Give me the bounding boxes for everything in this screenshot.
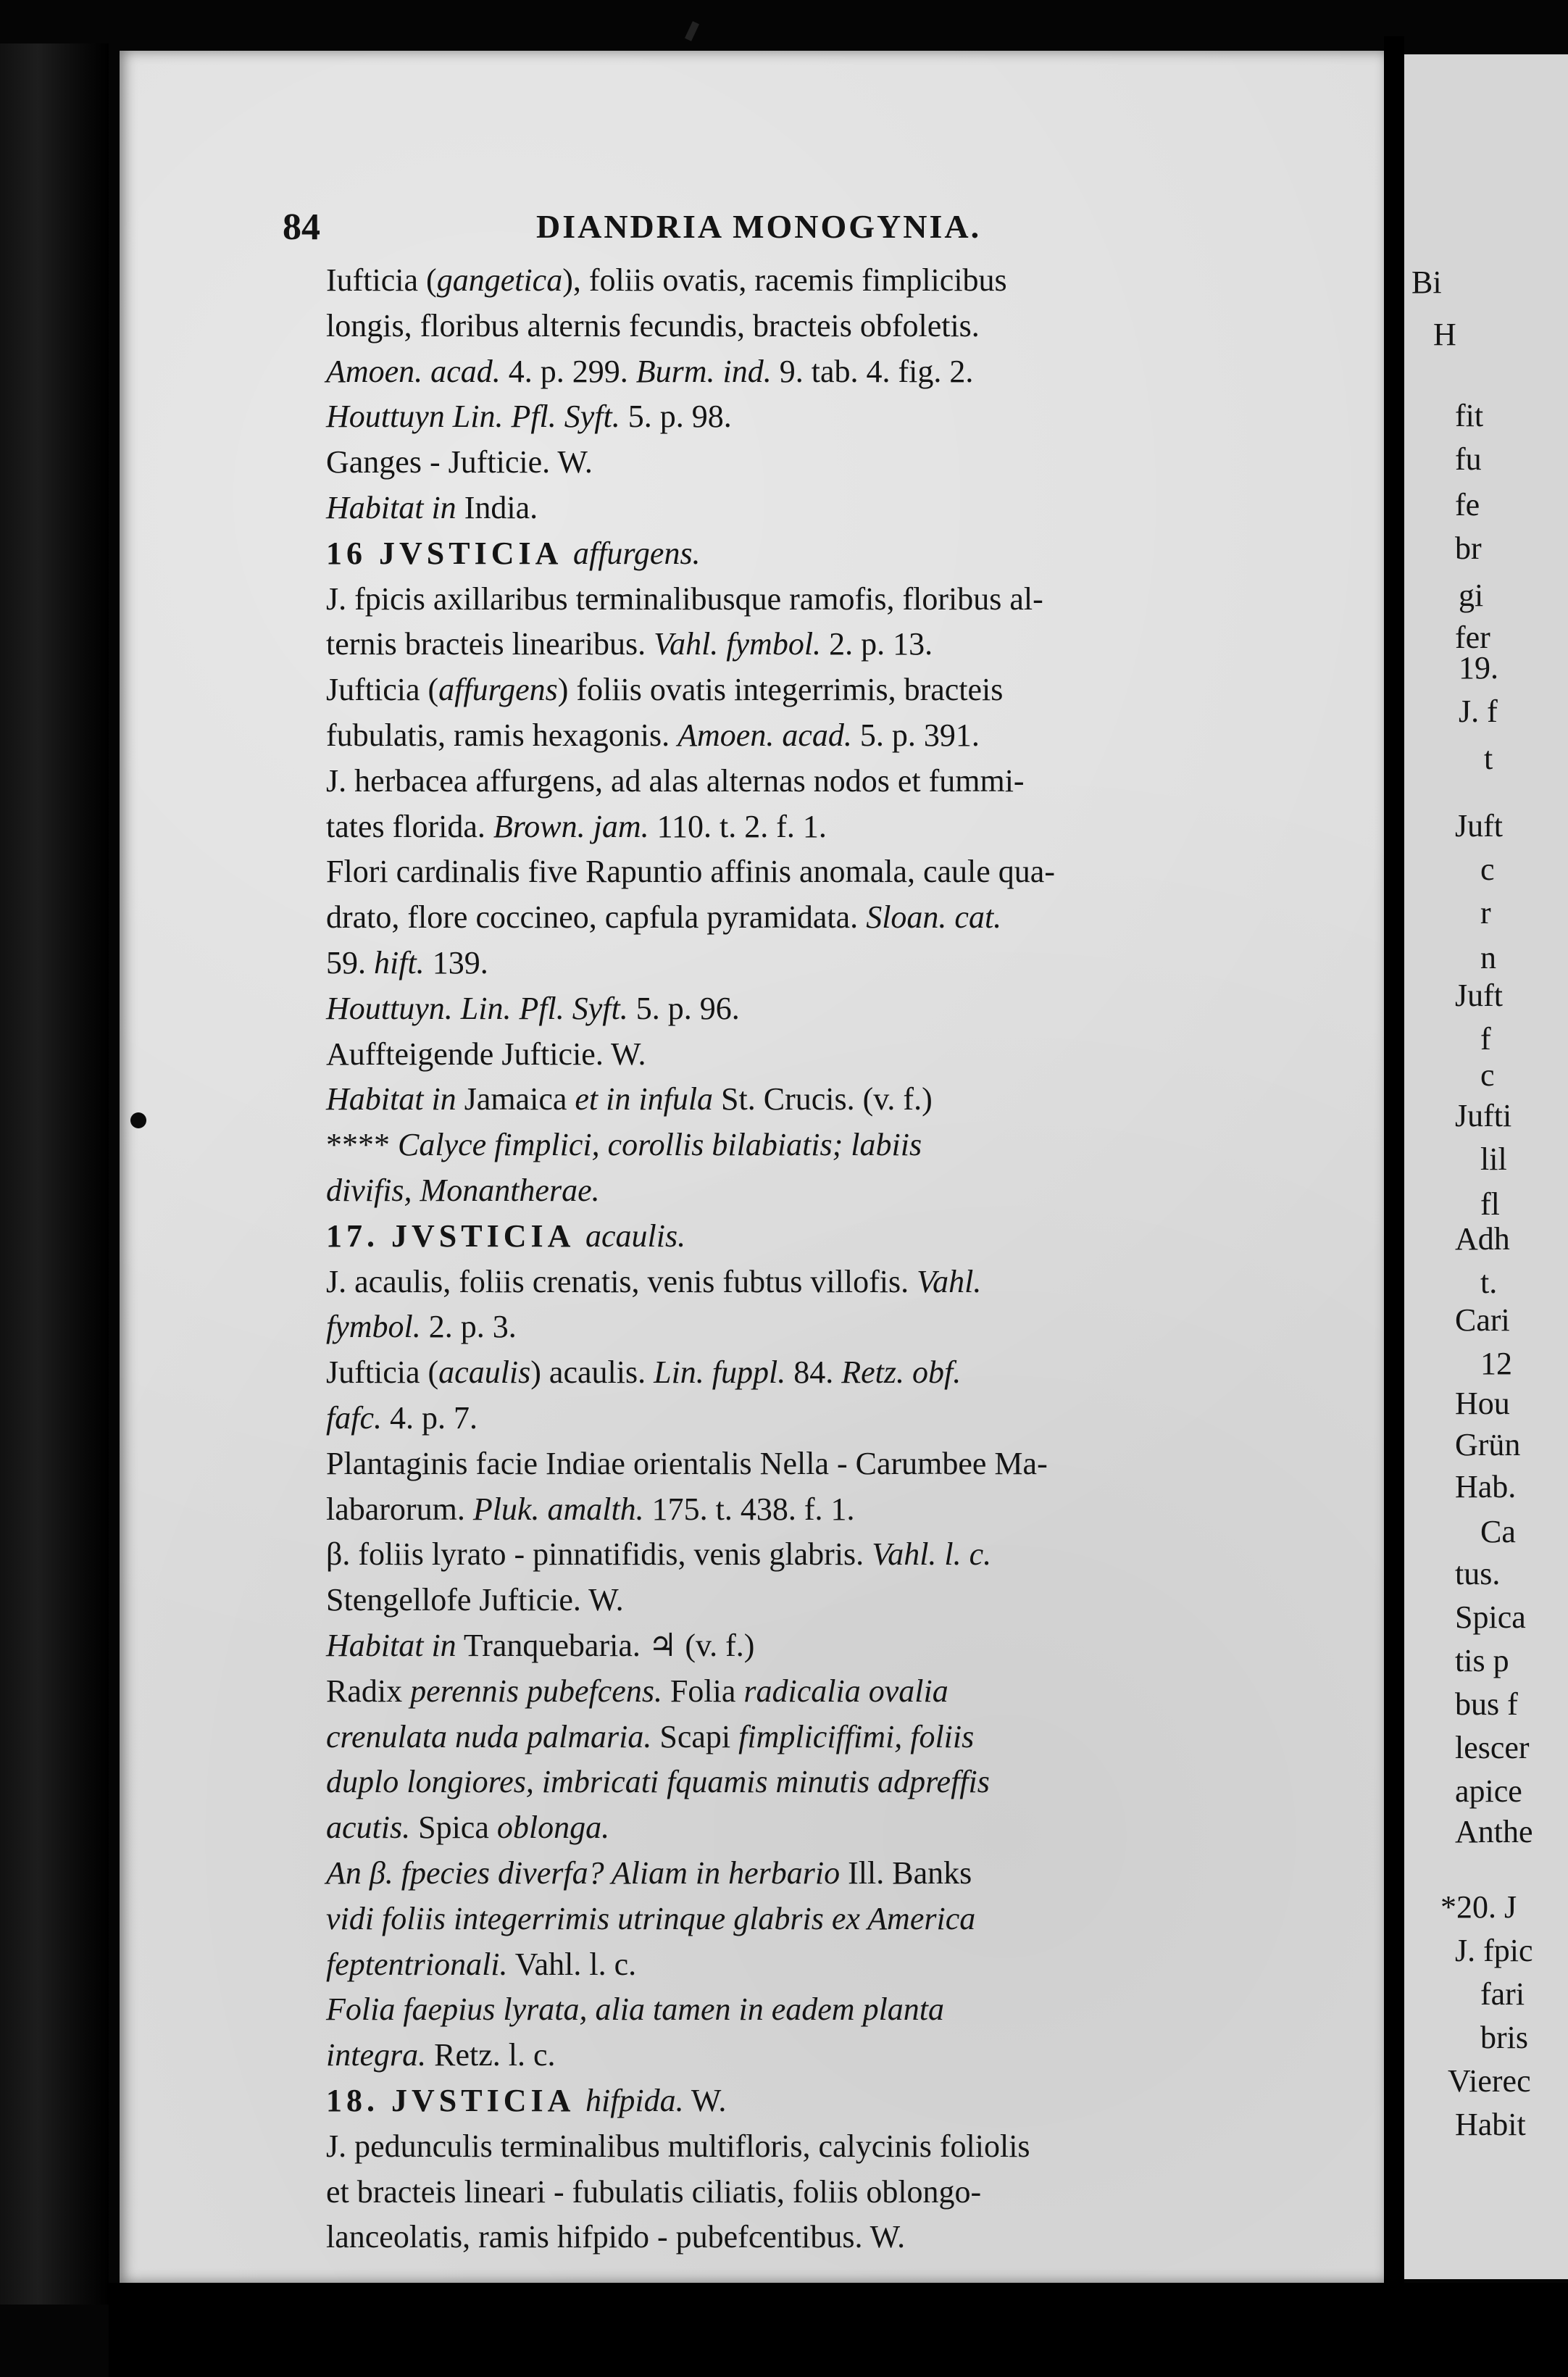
adjacent-page-text: J. f	[1459, 694, 1498, 729]
italic-run: Calyce fimplici, corollis bilabiatis; labiis	[398, 1127, 922, 1163]
text-run: Flori cardinalis five Rapuntio affinis anomala, caule qua-	[326, 854, 1055, 890]
text-run: Stengellofe Jufticie. W.	[326, 1582, 624, 1618]
text-line	[326, 762, 1025, 799]
text-line	[326, 1038, 646, 1070]
adjacent-page-text: f	[1480, 1021, 1491, 1057]
adjacent-page-fragment	[1404, 54, 1568, 2279]
text-line	[326, 628, 933, 660]
adjacent-page-text: t.	[1480, 1265, 1498, 1300]
text-run: lanceolatis, ramis hifpido - pubefcentibus. W.	[326, 2219, 906, 2255]
adjacent-page-text: Juft	[1455, 808, 1503, 844]
adjacent-page-text: gi	[1459, 578, 1484, 613]
italic-run: fymbol.	[326, 1309, 421, 1345]
text-run: Radix	[326, 1673, 411, 1709]
text-line	[326, 856, 1055, 888]
text-line	[326, 353, 974, 389]
adjacent-page-text: fe	[1455, 487, 1480, 523]
adjacent-page-text: Hou	[1455, 1386, 1510, 1421]
italic-run: vidi foliis integerrimis utrinque glabris ex America	[326, 1900, 976, 1936]
italic-run: hifpida.	[585, 2083, 684, 2118]
italic-run: Brown. jam.	[493, 808, 649, 844]
book-spine-edge	[0, 43, 109, 2305]
text-line	[326, 446, 593, 478]
text-run: 139.	[424, 945, 488, 981]
adjacent-page-text: Ca	[1480, 1514, 1516, 1549]
text-line	[326, 2128, 1030, 2164]
text-run: Tranquebaria. ♃ (v. f.)	[456, 1628, 755, 1663]
italic-run: Retz. obf.	[841, 1354, 962, 1391]
text-line	[326, 1083, 933, 1115]
text-run: J. fpicis axillaribus terminalibusque ramofis, floribus al-	[326, 580, 1043, 617]
text-run: 84.	[785, 1354, 842, 1391]
text-run: et bracteis lineari - fubulatis ciliatis, foliis oblongo-	[326, 2173, 982, 2210]
text-line	[326, 1584, 624, 1616]
text-run: Jamaica	[456, 1081, 575, 1117]
italic-run: hift.	[374, 945, 425, 981]
italic-run: Habitat in	[326, 1081, 456, 1117]
italic-run: acaulis.	[585, 1217, 686, 1254]
text-run: β. foliis lyrato - pinnatifidis, venis glabris.	[326, 1536, 872, 1573]
italic-run: Habitat in	[326, 490, 456, 525]
adjacent-page-text: fari	[1480, 1976, 1525, 2012]
adjacent-page-text: r	[1480, 895, 1491, 931]
text-line	[326, 1445, 1048, 1481]
text-run: 5. p. 391.	[851, 717, 980, 753]
page-text	[120, 51, 1384, 2283]
italic-run: Vahl. fymbol.	[654, 626, 822, 662]
italic-run: acutis.	[326, 1810, 411, 1846]
italic-run: duplo longiores, imbricati fquamis minutis adpreffis	[326, 1764, 990, 1800]
text-line	[326, 2039, 556, 2071]
text-line	[326, 1402, 478, 1434]
text-run: fubulatis, ramis hexagonis.	[326, 717, 678, 753]
italic-run: An β. fpecies diverfa? Aliam in herbario	[326, 1855, 841, 1891]
text-line	[326, 990, 740, 1026]
text-run: tates florida.	[326, 808, 493, 844]
text-run: 5. p. 98.	[620, 399, 732, 435]
text-run: ) foliis ovatis integerrimis, bracteis	[557, 672, 1004, 708]
text-run: labarorum.	[326, 1491, 473, 1527]
text-run: Jufticia (	[326, 1354, 439, 1391]
genus-heading: 17. JVSTICIA	[326, 1217, 585, 1254]
page-gutter	[1384, 36, 1404, 2312]
text-run: J. acaulis, foliis crenatis, venis fubtus villofis.	[326, 1263, 917, 1299]
scan-bottom-edge	[109, 2283, 1568, 2377]
italic-run: Habitat in	[326, 1628, 456, 1663]
italic-run: Burm. ind.	[635, 353, 772, 389]
adjacent-page-text: t	[1484, 741, 1493, 776]
adjacent-page-text: *20. J	[1440, 1889, 1517, 1925]
italic-run: oblonga.	[496, 1810, 610, 1846]
text-run: Folia	[662, 1673, 744, 1709]
adjacent-page-text: bris	[1480, 2020, 1528, 2055]
text-line	[326, 401, 732, 433]
text-run: Plantaginis facie Indiae orientalis Nella - Carumbee Ma-	[326, 1445, 1048, 1481]
text-run: St. Crucis. (v. f.)	[713, 1081, 933, 1117]
adjacent-page-text: fer	[1455, 620, 1490, 655]
text-run: drato, flore coccineo, capfula pyramidata.	[326, 899, 867, 936]
adjacent-page-text: Bi	[1411, 265, 1442, 300]
text-run: Ganges - Jufticie. W.	[326, 444, 593, 480]
text-line	[326, 717, 980, 753]
text-line	[326, 1991, 945, 2028]
text-run: Iufticia (	[326, 262, 437, 298]
italic-run: fafc.	[326, 1400, 382, 1436]
text-line	[326, 1675, 948, 1707]
text-line	[326, 1536, 992, 1573]
running-header: DIANDRIA MONOGYNIA.	[536, 208, 982, 245]
text-line	[326, 492, 538, 524]
text-run: 2. p. 13.	[821, 626, 933, 662]
text-run: 4. p. 299.	[500, 353, 636, 389]
text-line	[326, 580, 1043, 617]
italic-run: Pluk. amalth.	[472, 1491, 644, 1527]
adjacent-page-text: c	[1480, 1057, 1495, 1093]
text-line	[326, 947, 488, 979]
italic-run: Lin. fuppl.	[654, 1354, 786, 1391]
text-run: J. herbacea affurgens, ad alas alternas nodos et fummi-	[326, 762, 1025, 799]
text-run: 2. p. 3.	[420, 1309, 517, 1345]
text-run: Retz. l. c.	[426, 2037, 556, 2073]
text-run: ), foliis ovatis, racemis fimplicibus	[562, 262, 1007, 298]
adjacent-page-text: Spica	[1455, 1599, 1526, 1635]
italic-run: Houttuyn. Lin. Pfl. Syft.	[326, 990, 628, 1026]
text-line	[326, 899, 1002, 936]
text-run: J. pedunculis terminalibus multifloris, calycinis foliolis	[326, 2128, 1030, 2164]
italic-run: gangetica	[436, 262, 563, 298]
text-line	[326, 2221, 905, 2253]
italic-run: Houttuyn Lin. Pfl. Syft.	[326, 399, 620, 435]
adjacent-page-text: lil	[1480, 1141, 1507, 1177]
text-run: W.	[683, 2083, 727, 2118]
italic-run: divifis, Monantherae.	[326, 1173, 600, 1208]
text-line	[326, 535, 701, 571]
text-run: longis, floribus alternis fecundis, bracteis obfoletis.	[326, 307, 980, 344]
text-line	[326, 1812, 609, 1844]
adjacent-page-text: Vierec	[1448, 2063, 1531, 2099]
book-page	[120, 51, 1384, 2283]
italic-run: Amoen. acad.	[677, 717, 852, 753]
adjacent-page-text: H	[1433, 317, 1456, 352]
italic-run: perennis pubefcens.	[410, 1673, 662, 1709]
italic-run: et in infula	[575, 1081, 714, 1117]
text-run: 110. t. 2. f. 1.	[649, 808, 827, 844]
italic-run: affurgens	[438, 672, 558, 708]
adjacent-page-text: Habit	[1455, 2107, 1526, 2142]
text-line	[326, 1129, 922, 1161]
text-line	[326, 1718, 975, 1754]
text-run: Jufticia (	[326, 672, 439, 708]
text-run: ternis bracteis linearibus.	[326, 626, 654, 662]
text-run: 59.	[326, 945, 374, 981]
text-run: Scapi	[651, 1718, 739, 1754]
text-run: 9. tab. 4. fig. 2.	[771, 353, 974, 389]
adjacent-page-text: Juft	[1455, 978, 1503, 1013]
italic-run: fimpliciffimi, foliis	[738, 1718, 975, 1754]
text-line	[326, 1263, 982, 1299]
adjacent-page-text: fu	[1455, 441, 1482, 477]
text-line	[326, 1900, 976, 1936]
italic-run: Vahl.	[917, 1263, 982, 1299]
italic-run: feptentrionali.	[326, 1946, 508, 1982]
adjacent-page-text: apice	[1455, 1773, 1522, 1809]
adjacent-page-text: c	[1480, 852, 1495, 887]
adjacent-page-text: fl	[1480, 1186, 1500, 1222]
text-run: 5. p. 96.	[627, 990, 740, 1026]
italic-run: Folia faepius lyrata, alia tamen in eadem planta	[326, 1991, 945, 2028]
italic-run: Sloan. cat.	[866, 899, 1002, 936]
adjacent-page-text: Anthe	[1455, 1814, 1533, 1849]
genus-heading: 16 JVSTICIA	[326, 535, 573, 571]
text-line	[326, 2173, 982, 2210]
text-run: India.	[456, 490, 538, 525]
italic-run: Amoen. acad.	[326, 353, 501, 389]
text-run: Auffteigende Jufticie. W.	[326, 1036, 646, 1072]
text-line	[326, 1217, 686, 1254]
text-line	[326, 674, 1003, 706]
adjacent-page-text: J. fpic	[1455, 1933, 1533, 1968]
text-line	[326, 307, 980, 344]
text-line	[326, 1630, 754, 1662]
adjacent-page-text: Cari	[1455, 1302, 1510, 1338]
text-line	[326, 1354, 962, 1391]
genus-heading: 18. JVSTICIA	[326, 2083, 585, 2118]
text-line	[326, 1491, 855, 1527]
text-line	[326, 262, 1007, 298]
adjacent-page-text: bus f	[1455, 1686, 1518, 1722]
text-line	[326, 1311, 517, 1343]
margin-ink-dot	[130, 1112, 146, 1128]
italic-run: acaulis	[438, 1354, 531, 1391]
text-run: 4. p. 7.	[381, 1400, 478, 1436]
italic-run: radicalia ovalia	[743, 1673, 948, 1709]
text-run: 175. t. 438. f. 1.	[643, 1491, 855, 1527]
adjacent-page-text: br	[1455, 530, 1482, 566]
text-run: ****	[326, 1127, 398, 1163]
text-run: Vahl. l. c.	[507, 1946, 637, 1982]
adjacent-page-text: 19.	[1459, 650, 1498, 686]
italic-run: integra.	[326, 2037, 427, 2073]
adjacent-page-text: fit	[1455, 398, 1484, 433]
italic-run: Vahl. l. c.	[872, 1536, 992, 1573]
text-line	[326, 1857, 972, 1889]
adjacent-page-text: Grün	[1455, 1427, 1521, 1462]
adjacent-page-text: tis p	[1455, 1643, 1509, 1678]
adjacent-page-text: n	[1480, 940, 1496, 975]
adjacent-page-text: 12	[1480, 1346, 1512, 1381]
text-line	[326, 1946, 637, 1982]
text-run: Ill. Banks	[840, 1855, 972, 1891]
page-number: 84	[283, 207, 320, 248]
text-run: Spica	[410, 1810, 497, 1846]
text-run: ) acaulis.	[530, 1354, 654, 1391]
adjacent-page-text: Jufti	[1455, 1098, 1512, 1133]
adjacent-page-text: Hab.	[1455, 1469, 1517, 1504]
text-line	[326, 2085, 726, 2117]
text-line	[326, 1175, 600, 1207]
italic-run: affurgens.	[572, 535, 701, 571]
text-line	[326, 1766, 990, 1798]
text-line	[326, 808, 827, 844]
italic-run: crenulata nuda palmaria.	[326, 1718, 652, 1754]
adjacent-page-text: tus.	[1455, 1556, 1501, 1591]
adjacent-page-text: lescer	[1455, 1730, 1530, 1765]
adjacent-page-text: Adh	[1455, 1221, 1510, 1257]
